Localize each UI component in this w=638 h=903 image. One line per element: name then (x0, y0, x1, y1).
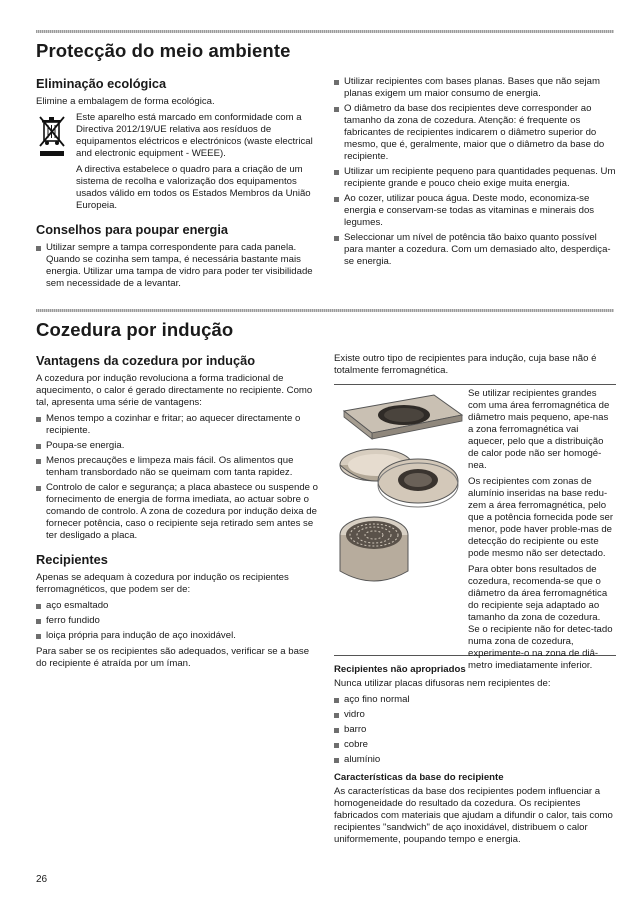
list-item: Ao cozer, utilizar pouca água. Deste modo, economiza-se energia e conservam-se todas as vitaminas e minerais dos legumes. (334, 193, 616, 229)
base-characteristics-text: As características da base dos recipientes podem influenciar a homogeneidade do resultado da cozedura. Os recipientes fabricados com materiais que ajudam a difundir o calor, tais como recipientes "sandwich" de aço inoxidável, distribuem o calor uniformemente, poupando tempo e energia. (334, 786, 613, 845)
weee-paragraph-1: Este aparelho está marcado em conformidade com a Directiva 2012/19/UE relativa aos resíduos de equipamentos eléctricos e electrónicos (waste electrical and electronic equipment - WEEE). (76, 112, 313, 159)
list-item: Menos precauções e limpeza mais fácil. Os alimentos que tenham transbordado não se queimam com tanta rapidez. (36, 455, 318, 479)
box-paragraph-3: Para obter bons resultados de cozedura, recomenda-se que o diâmetro da área ferromagnética do recipiente seja adaptado ao tamanho da zona de cozedura. Se o recipiente não for detec-tado numa zona de cozedura, experimente-o na zona de diâ-metro imediatamente inferior. (468, 564, 613, 671)
energy-tips-column-right (334, 76, 616, 271)
energy-tips-list-right (334, 76, 616, 268)
cookware-illustration (336, 385, 466, 653)
list-item: ferro fundido (36, 615, 318, 627)
list-item: aço esmaltado (36, 600, 318, 612)
right-intro: Existe outro tipo de recipientes para indução, cuja base não é totalmente ferromagnética. (334, 353, 597, 376)
advantages-list (36, 413, 318, 542)
eco-intro: Elimine a embalagem de forma ecológica. (36, 96, 215, 107)
advantages-intro: A cozedura por indução revoluciona a forma tradicional de aquecimento, o calor é gerado directamente no recipiente. Como tal, apresenta uma série de vantagens: (36, 373, 313, 408)
advantages-title: Vantagens da cozedura por indução (36, 353, 256, 368)
weee-paragraph-2: A directiva estabelece o quadro para a criação de um sistema de recolha e valorização dos equipamentos usados válido em todos os Estados Membros da União Europeia. (76, 164, 311, 211)
crossed-bin-icon (38, 114, 66, 158)
cookware-text (468, 388, 614, 676)
list-item: barro (334, 724, 616, 736)
list-item: loiça própria para indução de aço inoxidável. (36, 630, 318, 642)
recipients-intro: Apenas se adequam à cozedura por indução os recipientes ferromagnéticos, que podem ser de: (36, 572, 289, 595)
induction-left-column (36, 353, 318, 674)
weee-block (36, 112, 318, 212)
list-item: Poupa-se energia. (36, 440, 318, 452)
list-item: Menos tempo a cozinhar e fritar; ao aquecer directamente o recipiente. (36, 413, 318, 437)
eco-title: Eliminação ecológica (36, 76, 167, 91)
recipients-outro: Para saber se os recipientes são adequados, verificar se a base do recipiente é atraída por um íman. (36, 646, 310, 669)
section-title-environment: Protecção do meio ambiente (36, 40, 291, 61)
eco-column (36, 76, 318, 293)
list-item: O diâmetro da base dos recipientes deve corresponder ao tamanho da zona de cozedura. Atenção: é frequente os fabricantes de recipientes indicarem o diâmetro superior do mesmo, que é, geralmente, maior que o diâmetro da base do recipiente. (334, 103, 616, 163)
unsuitable-list (334, 694, 616, 766)
energy-tips-list-left (36, 242, 318, 290)
unsuitable-section (334, 664, 616, 850)
recipients-list (36, 600, 318, 642)
list-item: cobre (334, 739, 616, 751)
list-item: Utilizar sempre a tampa correspondente para cada panela. Quando se cozinha sem tampa, é necessária bastante mais energia. Utilizar uma tampa de vidro para poder ter visibilidade sem necessidade de a levantar. (36, 242, 318, 290)
unsuitable-intro: Nunca utilizar placas difusoras nem recipientes de: (334, 678, 551, 689)
list-item: Utilizar recipientes com bases planas. Bases que não sejam planas exigem um maior consumo de energia. (334, 76, 616, 100)
section-title-induction: Cozedura por indução (36, 319, 234, 340)
base-characteristics-title: Características da base do recipiente (334, 772, 504, 783)
box-paragraph-2: Os recipientes com zonas de alumínio inseridas na base redu-zem a área ferromagnética, pelo que a potência fornecida pode ser menor, pode haver proble-mas de detecção do recipiente ou este pode mesmo não ser detectado. (468, 476, 614, 559)
list-item: alumínio (334, 754, 616, 766)
list-item: Controlo de calor e segurança; a placa abastece ou suspende o fornecimento de energia de forma imediata, ao actuar sobre o comando de controlo. A zona de cozedura por indução deixa de fornecer potência, caso o recipiente seja retirado sem antes se ter desligado a placa. (36, 482, 318, 542)
section-rule-induction (36, 309, 614, 312)
box-paragraph-1: Se utilizar recipientes grandes com uma área ferromagnética de diâmetro mais pequeno, ape-nas a zona ferromagnética vai aquecer, pelo que a distribuição de calor pode não ser homogé-nea. (468, 388, 610, 471)
list-item: Seleccionar um nível de potência tão baixo quanto possível para manter a cozedura. Com um demasiado alto, desperdiça-se energia. (334, 232, 616, 268)
recipients-title: Recipientes (36, 552, 108, 567)
section-rule-top (36, 30, 614, 33)
induction-right-intro (334, 353, 616, 381)
list-item: Utilizar um recipiente pequeno para quantidades pequenas. Um recipiente grande e pouco cheio exige muita energia. (334, 166, 616, 190)
list-item: vidro (334, 709, 616, 721)
page-number: 26 (36, 874, 48, 885)
energy-tips-title: Conselhos para poupar energia (36, 222, 228, 237)
list-item: aço fino normal (334, 694, 616, 706)
unsuitable-title: Recipientes não apropriados (334, 664, 466, 675)
